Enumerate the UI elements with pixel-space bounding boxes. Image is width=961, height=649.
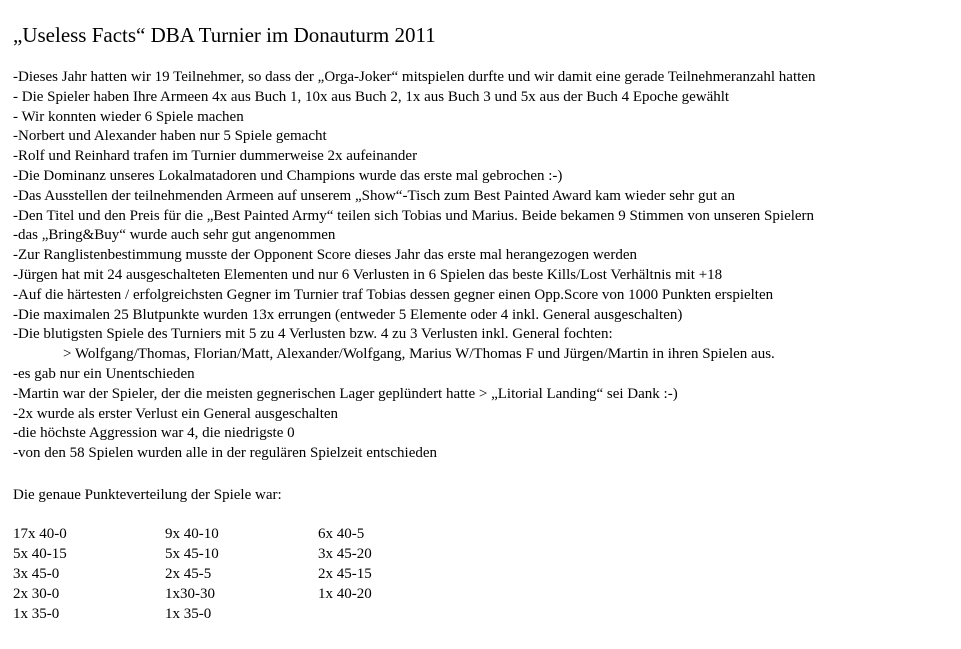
scores-intro: Die genaue Punkteverteilung der Spiele war:	[13, 487, 282, 503]
score-entry: 17x 40-0	[13, 526, 67, 542]
score-distribution	[13, 524, 468, 624]
facts-list	[13, 68, 815, 464]
score-entry: 3x 45-20	[318, 546, 372, 562]
score-entry: 2x 45-5	[165, 566, 212, 582]
score-entry: 6x 40-5	[318, 526, 365, 542]
fact-item: -Das Ausstellen der teilnehmenden Armeen auf unserem „Show“-Tisch zum Best Painted Award kam wieder sehr gut an	[13, 187, 736, 204]
fact-item: > Wolfgang/Thomas, Florian/Matt, Alexander/Wolfgang, Marius W/Thomas F und Jürgen/Martin in ihren Spielen aus.	[63, 346, 775, 363]
fact-item: -Dieses Jahr hatten wir 19 Teilnehmer, so dass der „Orga-Joker“ mitspielen durfte und wir damit eine gerade Teilnehmeranzahl hatten	[13, 69, 816, 85]
score-column	[318, 524, 468, 624]
score-entry: 1x 35-0	[165, 606, 212, 622]
fact-item: -Den Titel und den Preis für die „Best Painted Army“ teilen sich Tobias und Marius. Beide bekamen 9 Stimmen von unseren Spielern	[13, 207, 815, 224]
fact-item: -2x wurde als erster Verlust ein General ausgeschalten	[13, 405, 339, 422]
fact-item: - Die Spieler haben Ihre Armeen 4x aus Buch 1, 10x aus Buch 2, 1x aus Buch 3 und 5x aus der Buch 4 Epoche gewählt	[13, 88, 730, 105]
fact-item: -die höchste Aggression war 4, die niedrigste 0	[13, 425, 295, 442]
score-entry: 1x30-30	[165, 586, 215, 602]
fact-item: -Auf die härtesten / erfolgreichsten Gegner im Turnier traf Tobias dessen gegner einen Opp.Score von 1000 Punkten erspielten	[13, 286, 774, 303]
fact-item: - Wir konnten wieder 6 Spiele machen	[13, 108, 244, 125]
score-entry: 5x 45-10	[165, 546, 219, 562]
score-entry: 3x 45-0	[13, 566, 60, 582]
score-entry: 2x 45-15	[318, 566, 372, 582]
document-title: „Useless Facts“ DBA Turnier im Donauturm 2011	[13, 23, 436, 47]
score-entry: 1x 35-0	[13, 606, 60, 622]
score-entry: 9x 40-10	[165, 526, 219, 542]
fact-item: -es gab nur ein Unentschieden	[13, 365, 195, 382]
score-entry: 5x 40-15	[13, 546, 67, 562]
fact-item: -Die Dominanz unseres Lokalmatadoren und Champions wurde das erste mal gebrochen :-)	[13, 167, 563, 184]
fact-item: -von den 58 Spielen wurden alle in der regulären Spielzeit entschieden	[13, 445, 438, 462]
fact-item: -Die blutigsten Spiele des Turniers mit 5 zu 4 Verlusten bzw. 4 zu 3 Verlusten inkl. General fochten:	[13, 326, 613, 343]
score-column	[165, 524, 318, 624]
fact-item: -Jürgen hat mit 24 ausgeschalteten Elementen und nur 6 Verlusten in 6 Spielen das beste Kills/Lost Verhältnis mit +18	[13, 266, 723, 283]
score-entry: 2x 30-0	[13, 586, 60, 602]
score-entry: 1x 40-20	[318, 586, 372, 602]
fact-item: -Martin war der Spieler, der die meisten gegnerischen Lager geplündert hatte > „Litorial Landing“ sei Dank :-)	[13, 385, 678, 402]
fact-item: -Zur Ranglistenbestimmung musste der Opponent Score dieses Jahr das erste mal herangezogen werden	[13, 247, 637, 264]
fact-item: -das „Bring&Buy“ wurde auch sehr gut angenommen	[13, 227, 336, 244]
fact-item: -Norbert und Alexander haben nur 5 Spiele gemacht	[13, 128, 327, 145]
fact-item: -Die maximalen 25 Blutpunkte wurden 13x errungen (entweder 5 Elemente oder 4 inkl. General ausgeschalten)	[13, 306, 683, 323]
fact-item: -Rolf und Reinhard trafen im Turnier dummerweise 2x aufeinander	[13, 148, 418, 165]
score-column	[13, 524, 165, 624]
